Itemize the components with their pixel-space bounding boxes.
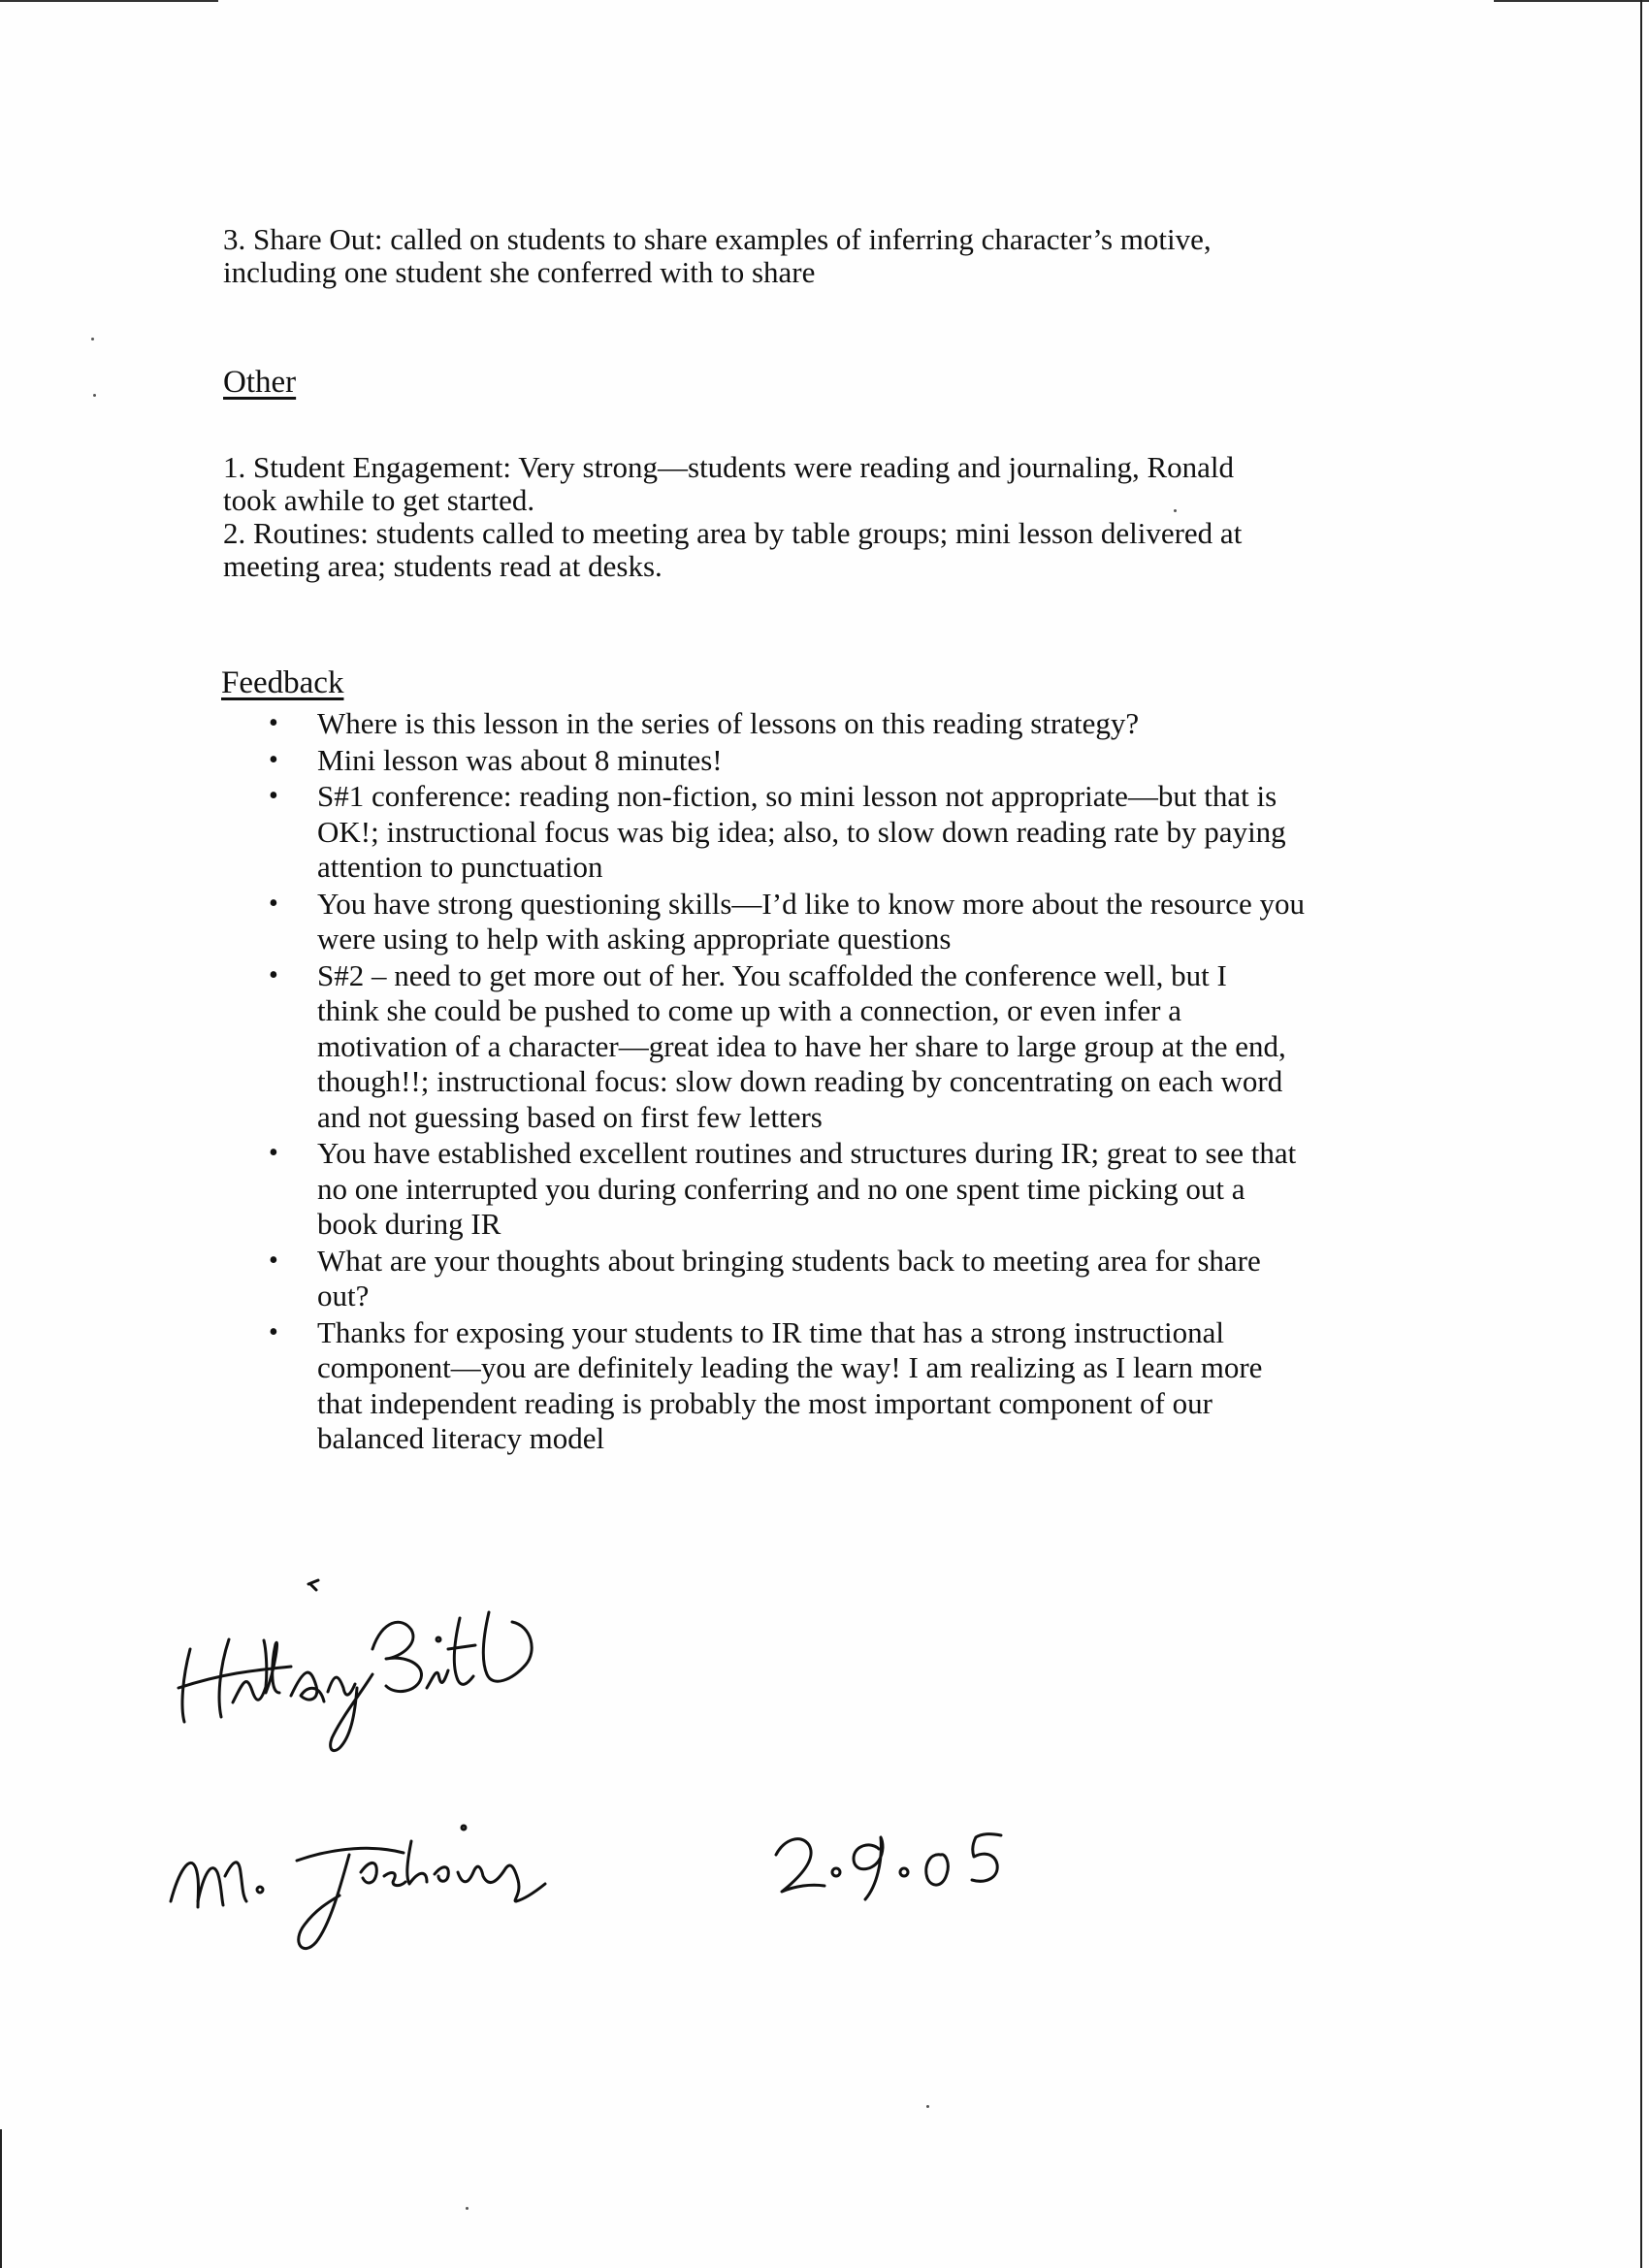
feedback-item-text: Mini lesson was about 8 minutes! [317, 742, 723, 777]
feedback-item-text: Where is this lesson in the series of lessons on this reading strategy? [317, 706, 1140, 740]
feedback-item-text: What are your thoughts about bringing students back to meeting area for share out? [317, 1243, 1261, 1312]
share-out-item: 3. Share Out: called on students to share examples of inferring character’s motive, including one student she conferred with to share [223, 222, 1212, 289]
feedback-item-text: S#2 – need to get more out of her. You scaffolded the conference well, but I think she could be pushed to come up with a connection, or even infer a motivation of a character—great idea to have her share to large group at the end, though!!; instructional focus: slow down reading by concentrating on each word and not guessing based on first few letters [317, 957, 1286, 1134]
other-item-2: 2. Routines: students called to meeting area by table groups; mini lesson delivered at meeting area; students read at desks. [223, 516, 1243, 583]
bullet-icon: • [269, 708, 278, 738]
feedback-heading: Feedback [221, 665, 344, 700]
feedback-item-text: You have strong questioning skills—I’d like to know more about the resource you were using to help with asking appropriate questions [317, 886, 1305, 956]
bullet-icon: • [269, 1316, 278, 1347]
bullet-icon: • [269, 1245, 278, 1276]
other-item-1: 1. Student Engagement: Very strong—students were reading and journaling, Ronald took awhile to get started. [223, 450, 1235, 517]
feedback-item-text: Thanks for exposing your students to IR time that has a strong instructional component—you are definitely leading the way! I am realizing as I learn more that independent reading is probably the most important component of our balanced literacy model [317, 1314, 1263, 1455]
other-heading: Other [223, 365, 297, 400]
bullet-icon: • [269, 959, 278, 990]
bullet-icon: • [269, 888, 278, 919]
signature-2 [171, 1826, 545, 1949]
bullet-icon: • [269, 781, 278, 811]
signature-date [776, 1834, 1001, 1899]
tick-mark [308, 1580, 318, 1590]
signature-1 [178, 1612, 532, 1751]
feedback-item-text: S#1 conference: reading non-fiction, so mini lesson not appropriate—but that is OK!; instructional focus was big idea; also, to slow down reading rate by paying attention to punctuation [317, 779, 1286, 884]
bullet-icon: • [269, 744, 278, 775]
bullet-icon: • [269, 1138, 278, 1168]
feedback-item-text: You have established excellent routines and structures during IR; great to see that no one interrupted you during conferring and no one spent time picking out a book during IR [317, 1136, 1297, 1241]
